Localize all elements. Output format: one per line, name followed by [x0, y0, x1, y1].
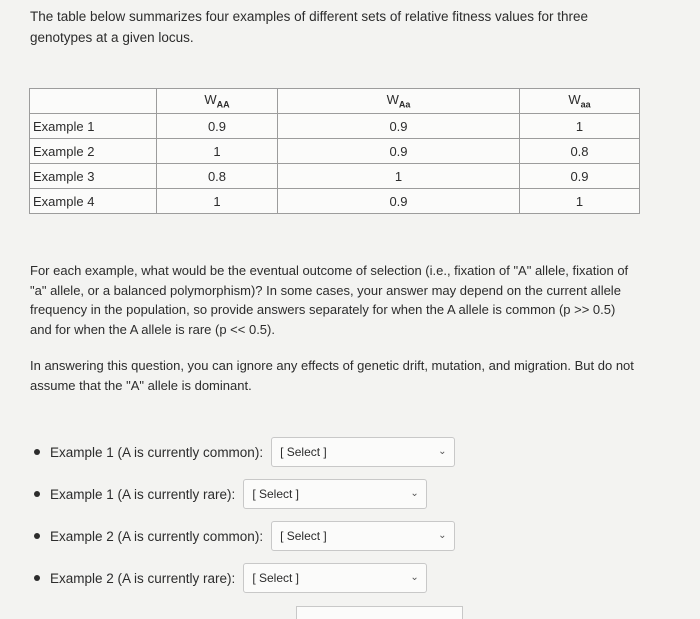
row-label: Example 3 — [30, 164, 157, 189]
cell-value: 0.9 — [278, 189, 520, 214]
bullet-icon — [34, 575, 40, 581]
bullet-icon — [34, 449, 40, 455]
row-label: Example 2 — [30, 139, 157, 164]
cell-value: 0.8 — [157, 164, 278, 189]
bullet-icon — [34, 491, 40, 497]
table-row — [30, 189, 640, 214]
header-waa-AA: $W_{AA}$ — [157, 89, 278, 114]
table-row — [30, 164, 640, 189]
question-item — [30, 477, 500, 511]
question-label: Example 2 (A is currently rare): — [50, 570, 236, 586]
select-value: [ Select ] — [280, 445, 327, 459]
table-row — [30, 114, 640, 139]
row-label: Example 4 — [30, 189, 157, 214]
cell-value: 1 — [157, 139, 278, 164]
question-item — [30, 561, 500, 595]
chevron-down-icon: ⌄ — [438, 446, 447, 457]
next-select-partial[interactable] — [296, 606, 463, 619]
cell-value: 0.8 — [520, 139, 640, 164]
question-paragraph: For each example, what would be the eventual outcome of selection (i.e., fixation of "A" allele, fixation of "a" allele, or a balanced polymorphism)? In some cases, your answer may depend on the current allele frequency in the population, so provide answers separately for when the A allele is common (p >> 0.5) and for when the A allele is rare (p << 0.5). — [30, 263, 629, 337]
answer-select[interactable] — [243, 479, 427, 509]
cell-value: 1 — [278, 164, 520, 189]
chevron-down-icon: ⌄ — [410, 572, 419, 583]
cell-value: 0.9 — [520, 164, 640, 189]
cell-value: 1 — [520, 114, 640, 139]
select-value: [ Select ] — [252, 487, 299, 501]
question-label: Example 1 (A is currently common): — [50, 444, 264, 460]
table-corner-cell — [30, 89, 157, 114]
cell-value: 0.9 — [278, 114, 520, 139]
table-header-row — [30, 89, 640, 114]
answer-select[interactable] — [271, 437, 455, 467]
question-label: Example 2 (A is currently common): — [50, 528, 264, 544]
row-label: Example 1 — [30, 114, 157, 139]
answer-select[interactable] — [271, 521, 455, 551]
question-label: Example 1 (A is currently rare): — [50, 486, 236, 502]
fitness-table — [29, 88, 640, 214]
header-waa-aa: $W_{aa}$ — [520, 89, 640, 114]
intro-text: The table below summarizes four examples of different sets of relative fitness values for three genotypes at a given locus. — [30, 9, 589, 45]
chevron-down-icon: ⌄ — [438, 530, 447, 541]
table-row — [30, 139, 640, 164]
bullet-icon — [34, 533, 40, 539]
select-value: [ Select ] — [280, 529, 327, 543]
answer-select[interactable] — [243, 563, 427, 593]
cell-value: 1 — [520, 189, 640, 214]
question-item — [30, 519, 500, 553]
instruction-paragraph: In answering this question, you can ignore any effects of genetic drift, mutation, and migration. But do not assume that the "A" allele is dominant. — [30, 358, 634, 393]
select-value: [ Select ] — [252, 571, 299, 585]
cell-value: 1 — [157, 189, 278, 214]
cell-value: 0.9 — [278, 139, 520, 164]
question-item — [30, 435, 500, 469]
chevron-down-icon: ⌄ — [410, 488, 419, 499]
header-waa-Aa: $W_{Aa}$ — [278, 89, 520, 114]
cell-value: 0.9 — [157, 114, 278, 139]
